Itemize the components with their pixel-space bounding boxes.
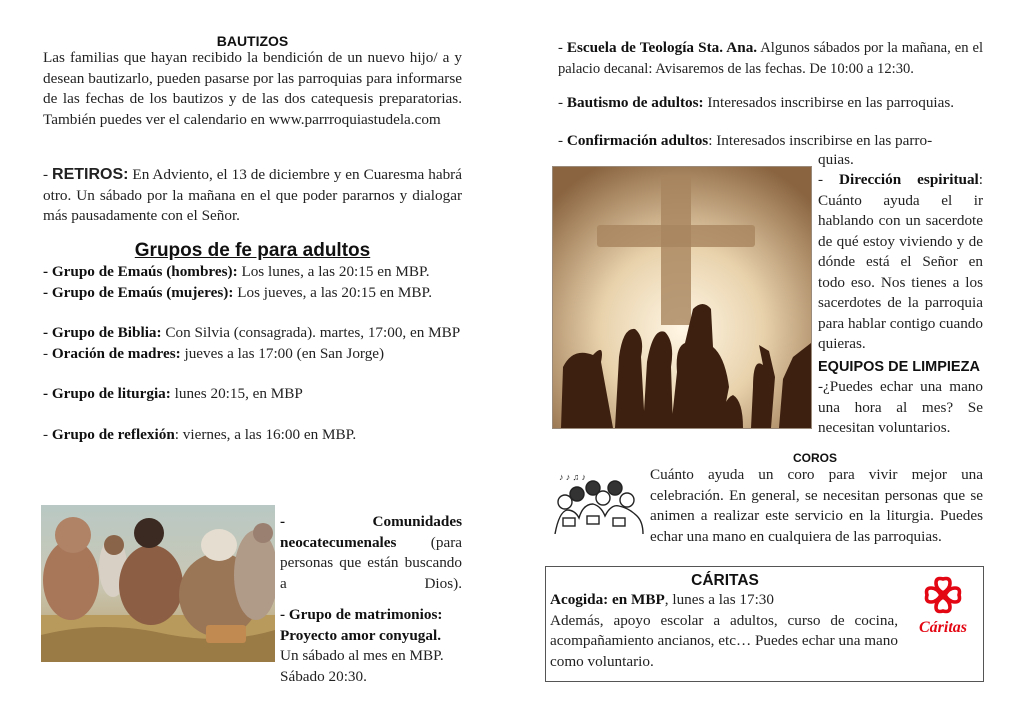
direccion-item [818,170,983,355]
item-label: - Grupo de matrimonios: Proyecto amor conyugal. [280,606,443,644]
acogida-text: , lunes a las 17:30 [664,591,774,608]
limpieza-text: -¿Puedes echar una mano una hora al mes? Se necesitan voluntarios. [818,378,983,436]
limpieza-title: EQUIPOS DE LIMPIEZA [818,359,980,375]
item-text: Los jueves, a las 20:15 en MBP. [233,283,433,301]
item-text: Algunos sábados por la mañana, en el palacio decanal: Avisaremos de las fechas. De 10:00 a 12:30. [558,40,983,77]
bautizos-title: BAUTIZOS [216,33,289,49]
bautismo-item [558,93,983,114]
item-text: : viernes, a las 16:00 en MBP. [174,425,357,443]
item-label: - Grupo de Biblia: [43,324,162,341]
caritas-title: CÁRITAS [691,572,759,589]
grupos-list [43,262,462,445]
bautizos-body: Las familias que hayan recibido la bendición de un nuevo hijo/ a y desean bautizarlo, pueden pasarse por las parroquias para informarse de las fechas de los bautizos y de las dos catequesis preparatorias. También puedes ver el calendario en [43,49,462,128]
caritas-heart-cross-icon [908,575,978,615]
caritas-text [550,590,898,672]
acogida-label: Acogida: en MBP [550,591,665,608]
dash: - [818,171,840,188]
list-item-biblia [43,323,462,344]
item-label: - Grupo de Emaús (mujeres): [43,283,234,301]
dash: - [558,132,567,149]
confirmacion-item [558,131,983,152]
dash: - [43,344,52,362]
caritas-logo-text: Cáritas [918,619,967,636]
caritas-logo [908,575,978,635]
choir-illustration [553,466,645,534]
list-item-madres [43,344,462,365]
retiros-section [43,165,462,227]
neocat-item [280,512,462,594]
item-label: Oración de madres: [51,344,181,362]
coros-title: COROS [792,451,837,465]
item-label: - Grupo de liturgia: [43,385,171,402]
list-item-emaus-mujeres [43,283,462,304]
list-item-reflexion [43,425,462,446]
dash: - [558,94,567,111]
item-label: Escuela de Teología Sta. Ana. [566,39,758,56]
item-text: Los lunes, a las 20:15 en MBP. [237,263,430,280]
bautizos-text [43,48,462,130]
item-label: - Comunidades neocatecumenales [280,513,462,551]
dash: - [558,40,567,56]
sermon-photo [41,505,275,662]
item-label: Dirección espiritual [839,171,979,188]
item-text: jueves a las 17:00 (en San Jorge) [180,344,385,362]
item-text: : Cuánto ayuda el ir hablando con un sacerdote de qué estoy viviendo y de dónde está el Señor en todo eso. Nos tienes a los sacerdotes de la parroquia para hablar contigo cuando quieras. [818,171,983,352]
item-label: Bautismo de adultos: [566,94,704,111]
list-item-emaus-hombres [43,262,462,283]
item-text: lunes 20:15, en MBP [170,385,303,402]
caritas-box [545,566,984,682]
matrimonios-item [280,605,462,687]
retiros-label: RETIROS: [52,166,129,183]
item-text: (para personas que están buscando a Dios). [280,533,462,592]
coros-text: Cuánto ayuda un coro para vivir mejor una celebración. En general, se necesitan personas que se animen a realizar este servicio en la liturgia. Puedes echar una mano en cualquiera de las parroquias. [650,466,983,545]
retiros-text: En Adviento, el 13 de diciembre y en Cuaresma habrá otro. Un sábado por la mañana en el que poder pararnos y dialogar más pausadamente con el Señor. [43,166,462,224]
cross-silhouette-photo [552,166,812,429]
dash: - [43,425,52,443]
item-text: : Interesados inscribirse en las parro- [708,132,933,149]
item-text: Un sábado al mes en MBP. Sábado 20:30. [280,647,444,685]
item-label: Confirmación adultos [566,132,709,149]
list-item-liturgia [43,384,462,405]
item-label: Grupo de reflexión [51,425,175,443]
parish-website-link[interactable]: www.parrroquiastudela.com [268,110,441,128]
caritas-body: Además, apoyo escolar a adultos, curso de cocina, acompañamiento ancianos, etc… Puedes echar una mano como voluntario. [550,611,898,670]
confirmacion-cont: quias. [818,151,854,168]
item-label: - Grupo de Emaús (hombres): [43,263,238,280]
item-text: Con Silvia (consagrada). martes, 17:00, en MBP [161,324,461,341]
grupos-title: Grupos de fe para adultos [134,240,371,261]
dash: - [43,166,53,183]
svg-text:♪ ♪ ♫ ♪: ♪ ♪ ♫ ♪ [559,472,586,482]
escuela-item [558,38,983,79]
item-text: Interesados inscribirse en las parroquias. [703,94,955,111]
